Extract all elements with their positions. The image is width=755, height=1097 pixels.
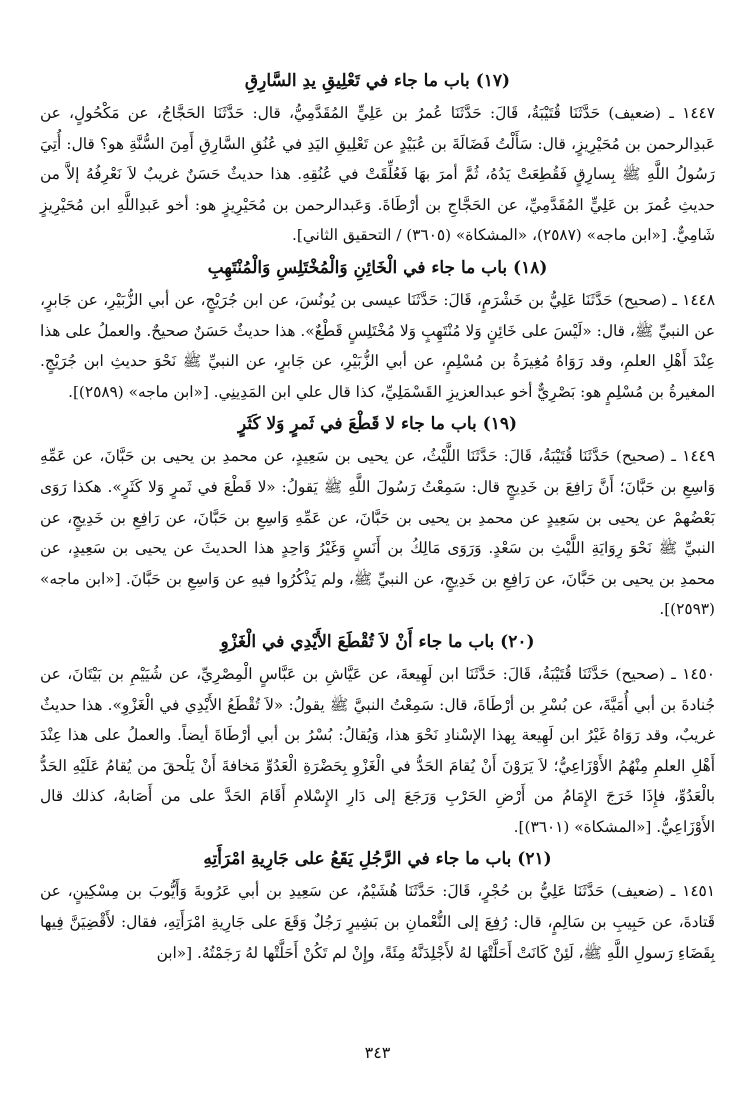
- hadith-paragraph: ١٤٤٩ ـ (صحيح) حَدَّثَنَا قُتَيْبَةُ، قَالَ: حَدَّثَنَا اللَّيْثُ، عن يحيى بن سَعِيدٍ، عن محمدِ بن يحيى بن حَبَّانَ، عن عَمِّهِ وَاسِعِ بن حَبَّانَ؛ أَنَّ رَافِعَ بن خَدِيجٍ قال: سَمِعْتُ رَسُولَ اللَّهِ ﷺ يَقولُ: «لا قَطْعَ في ثَمرٍ وَلا كَثَرٍ». هكذا رَوَى بَعْضُهمْ عن يحيى بن سَعِيدٍ عن محمدِ بن يحيى بن حَبَّانَ، عن عَمِّهِ وَاسِعِ بن حَبَّانَ، عن رَافِعِ بن خَدِيجٍ، عن النبيِّ ﷺ نَحْوَ رِوَايَةِ اللَّيْثِ بن سَعْدٍ. وَرَوَى مَالِكُ بن أَنَسٍ وَغَيْرُ وَاحِدٍ هذا الحديثَ عن يحيى بن سَعِيدٍ، عن محمدِ بن يحيى بن حَبَّانَ، عن رَافِعِ بن خَدِيجٍ، عن النبيِّ ﷺ، ولم يَذْكُرُوا فيهِ عن وَاسِعِ بن حَبَّانَ. [«ابن ماجه» (٢٥٩٣)].: [40, 447, 715, 619]
- page-number: ٣٤٣: [364, 1043, 391, 1062]
- section-heading: (١٩) باب ما جاء لا قَطْعَ في ثَمرٍ وَلا كَثَرٍ: [237, 414, 518, 435]
- section-heading: (١٧) باب ما جاء في تَعْلِيقِ يدِ السَّارِقِ: [244, 71, 511, 91]
- hadith-paragraph: ١٤٥١ ـ (ضعيف) حَدَّثَنَا عَلِيُّ بن حُجْرٍ، قَالَ: حَدَّثَنَا هُشَيْمٌ، عن سَعِيدِ بن أبي عَرُوبةَ وَأَيُّوبَ بن مِسْكِينٍ، عن قَتادةَ، عن حَبِيبِ بن سَالِمٍ، قال: رُفِعَ إلى النُّعْمانِ بن بَشِيرٍ رَجُلٌ وَقَعَ على جَارِيةِ امْرَأَتِهِ، فقال: لأَقْضِيَنَّ فِيها بِقَضَاءِ رَسولِ اللَّهِ ﷺ، لَئِنْ كَانَتْ أَحَلَّتْهَا لهُ لأَجْلِدَنَّهُ مِئَةً، وإِنْ لم تَكُنْ أَحَلَّتْها لهُ رَجَمْتُهُ. [«ابن: [40, 882, 715, 962]
- section-heading: (٢٠) باب ما جاء أَنْ لاَ تُقْطَعَ الأَيْدِي في الْغَزْوِ: [220, 631, 535, 652]
- section-heading: (١٨) باب ما جاء في الْخَائِنِ وَالْمُخْتَلِسِ وَالْمُنْتَهِبِ: [207, 257, 548, 278]
- section-heading: (٢١) باب ما جاء في الرَّجُلِ يَقَعُ على جَارِيةِ امْرَأَتِهِ: [203, 849, 552, 870]
- page-body: [40, 64, 715, 968]
- hadith-paragraph: ١٤٤٨ ـ (صحيح) حَدَّثَنَا عَلِيُّ بن خَشْرَمٍ، قَالَ: حَدَّثَنَا عيسى بن يُونُسَ، عن ابن جُرَيْجٍ، عن أبي الزُّبَيْرِ، عن جَابرٍ، عن النبيِّ ﷺ، قال: «لَيْسَ على خَائِنٍ وَلا مُنْتَهِبٍ وَلا مُخْتَلِسٍ قَطْعٌ». هذا حديثٌ حَسَنٌ صحيحٌ. والعملُ على هذا عِنْدَ أَهْلِ العلمِ، وقد رَوَاهُ مُغِيرَةُ بن مُسْلِمٍ، عن أبي الزُّبَيْرِ، عن جَابرٍ، عن النبيِّ ﷺ نَحْوَ حديثِ ابن جُرَيْجٍ. المغيرةُ بن مُسْلِمٍ هو: بَصْرِيٌّ أخو عبدالعزيزِ القَسْمَلِيِّ، كذا قال علي ابن المَدِينِي. [«ابن ماجه» (٢٥٨٩)].: [40, 290, 715, 401]
- hadith-paragraph: ١٤٤٧ ـ (ضعيف) حَدَّثَنَا قُتَيْبَةُ، قَالَ: حَدَّثَنَا عُمرُ بن عَلِيٍّ المُقَدَّمِيُّ، قال: حَدَّثَنَا الحَجَّاجُ، عن مَكْحُولٍ، عن عَبدِالرحمن بن مُحَيْرِيزٍ، قال: سَأَلْتُ فَضَالَةَ بن عُبَيْدٍ عن تَعْلِيقِ اليَدِ في عُنُقِ السَّارِقِ أَمِنَ السُّنَّةِ هو؟ قال: أُتِيَ رَسُولُ اللَّهِ ﷺ بِسارِقٍ فَقُطِعَتْ يَدُهُ، ثُمَّ أمرَ بهَا فَعُلِّقَتْ في عُنُقِهِ. هذا حديثٌ حَسَنٌ غريبٌ لاَ نَعْرِفُهُ إلاَّ من حديثِ عُمرَ بن عَلِيٍّ المُقَدَّمِيِّ، عن الحَجَّاجِ بن أرْطَاةَ. وَعَبدالرحمن بن مُحَيْرِيزٍ هو: أخو عَبدِاللَّهِ ابن مُحَيْرِيزٍ شَامِيٌّ. [«ابن ماجه» (٢٥٨٧)، «المشكاة» (٣٦٠٥) / التحقيق الثاني].: [40, 104, 715, 245]
- hadith-paragraph: ١٤٥٠ ـ (صحيح) حَدَّثَنَا قُتَيْبَةُ، قَالَ: حَدَّثَنَا ابن لَهِيعةَ، عن عَيَّاشِ بن عَبَّاسٍ الْمِصْرِيِّ، عن شُيَيْمِ بن بَيْتَانَ، عن جُنادةَ بن أبي أُمَيَّةَ، عن بُسْرِ بن أرْطَاةَ، قال: سَمِعْتُ النبيَّ ﷺ يقولُ: «لاَ تُقْطَعُ الأَيْدِي في الْغَزْوِ». هذا حديثٌ غريبٌ، وقد رَوَاهُ غَيْرُ ابن لَهِيعة بِهذا الإسْنادِ نَحْوَ هذا، وَيُقالُ: بُسْرُ بن أبي أرْطَاةَ أيضاً. والعملُ على هذا عِنْدَ أَهْلِ العلمِ مِنْهُمُ الأَوْزَاعِيُّ؛ لاَ يَرَوْنَ أَنْ يُقامَ الحَدُّ في الْغَزْوِ بِحَضْرَةِ الْعَدُوِّ مَخافةَ أَنْ يَلْحقَ من يُقامُ عَلَيْهِ الحَدُّ بالْعَدُوِّ، فإِذَا خَرَجَ الإِمَامُ من أَرْضِ الحَرْبِ وَرَجَعَ إلى دَارِ الإِسْلامِ أَقَامَ الحَدَّ على من أَصَابهُ، كذلك قال الأَوْزَاعِيُّ. [«المشكاة» (٣٦٠١)].: [40, 664, 715, 836]
